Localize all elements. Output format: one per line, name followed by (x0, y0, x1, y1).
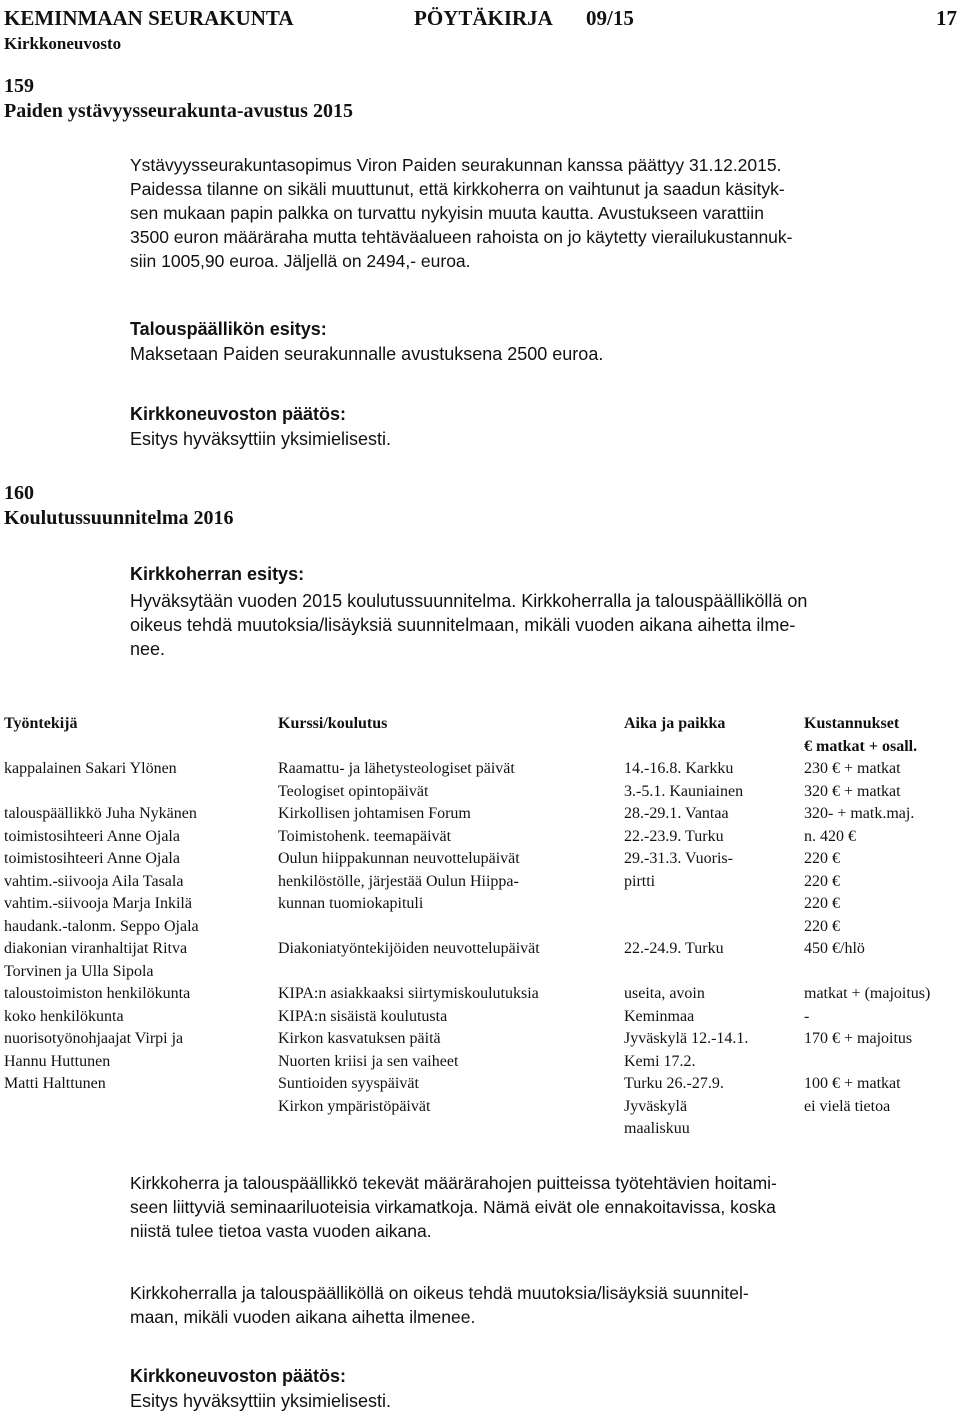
course-cell: henkilöstölle, järjestää Oulun Hiippa- (278, 872, 519, 890)
course-cell: Teologiset opintopäivät (278, 782, 429, 800)
table-row (4, 1008, 960, 1031)
table-row (4, 783, 960, 806)
proposal-label: Talouspäällikön esitys: (130, 319, 327, 339)
paragraph-line: Kirkkoherra ja talouspäällikkö tekevät määrärahojen puitteissa työtehtävien hoitami- (130, 1173, 777, 1193)
employee-cell: toimistosihteeri Anne Ojala (4, 827, 180, 845)
table-row (4, 963, 960, 986)
table-row (4, 850, 960, 873)
time-place-cell: 29.-31.3. Vuoris- (624, 850, 733, 867)
cost-cell: 450 €/hlö (804, 940, 865, 957)
paragraph-line: maan, mikäli vuoden aikana aihetta ilmenee. (130, 1307, 476, 1327)
cost-cell: 220 € (804, 850, 840, 867)
table-header-row (4, 738, 960, 761)
cost-cell: 320- + matk.maj. (804, 805, 915, 822)
paragraph-line: niistä tulee tietoa vasta vuoden aikana. (130, 1221, 432, 1241)
section-159-number: 159 (4, 75, 34, 97)
time-place-cell: 22.-24.9. Turku (624, 940, 724, 957)
paragraph-line: Kirkkoherralla ja talouspäälliköllä on oikeus tehdä muutoksia/lisäyksiä suunnitel- (130, 1283, 749, 1303)
course-cell: KIPA:n sisäistä koulutusta (278, 1007, 448, 1025)
employee-cell: koko henkilökunta (4, 1007, 124, 1025)
cost-cell: ei vielä tietoa (804, 1097, 891, 1115)
table-row (4, 760, 960, 783)
cost-cell: 220 € (804, 872, 840, 890)
document-type: PÖYTÄKIRJA (414, 6, 553, 30)
section-160-title: Koulutussuunnitelma 2016 (4, 507, 234, 529)
table-row (4, 1030, 960, 1053)
table-row (4, 1120, 960, 1143)
table-row (4, 940, 960, 963)
table-row (4, 873, 960, 896)
cost-cell: 220 € (804, 917, 840, 935)
course-cell: Raamattu- ja lähetysteologiset päivät (278, 760, 515, 777)
body-name: Kirkkoneuvosto (4, 34, 122, 53)
course-cell: kunnan tuomiokapituli (278, 895, 424, 912)
time-place-cell: 22.-23.9. Turku (624, 827, 724, 845)
table-row (4, 918, 960, 941)
table-row (4, 1098, 960, 1121)
cost-cell: - (804, 1007, 810, 1025)
course-cell: Nuorten kriisi ja sen vaiheet (278, 1052, 459, 1070)
paragraph-line: nee. (130, 639, 166, 659)
paragraph-line: oikeus tehdä muutoksia/lisäyksiä suunnitelmaan, mikäli vuoden aikana aihetta ilme- (130, 615, 796, 635)
employee-cell: haudank.-talonm. Seppo Ojala (4, 917, 199, 935)
table-row (4, 1053, 960, 1076)
time-place-cell: Turku 26.-27.9. (624, 1075, 724, 1092)
course-cell: Oulun hiippakunnan neuvottelupäivät (278, 850, 520, 867)
employee-cell: vahtim.-siivooja Marja Inkilä (4, 895, 192, 912)
table-row (4, 1075, 960, 1098)
time-place-cell: 14.-16.8. Karkku (624, 760, 734, 777)
employee-cell: Matti Halttunen (4, 1075, 106, 1092)
table-row (4, 985, 960, 1008)
decision-label: Kirkkoneuvoston päätös: (130, 404, 347, 424)
paragraph-line: seen liittyviä seminaariluoteisia virkamatkoja. Nämä eivät ole ennakoitavissa, koska (130, 1197, 776, 1217)
time-place-cell: Kemi 17.2. (624, 1052, 696, 1070)
note-paragraph (130, 1281, 950, 1329)
course-cell: Kirkon kasvatuksen päitä (278, 1030, 441, 1047)
employee-cell: talouspäällikkö Juha Nykänen (4, 805, 197, 822)
column-header: Työntekijä (4, 715, 78, 732)
employee-cell: Hannu Huttunen (4, 1052, 111, 1070)
time-place-cell: pirtti (624, 872, 656, 890)
time-place-cell: useita, avoin (624, 985, 705, 1002)
employee-cell: taloustoimiston henkilökunta (4, 985, 191, 1002)
course-cell: KIPA:n asiakkaaksi siirtymiskoulutuksia (278, 985, 539, 1002)
training-table (4, 715, 960, 1143)
proposal-text: Maksetaan Paiden seurakunnalle avustuksena 2500 euroa. (130, 344, 604, 364)
table-row (4, 805, 960, 828)
employee-cell: nuorisotyönohjaajat Virpi ja (4, 1030, 184, 1047)
organization-name: KEMINMAAN SEURAKUNTA (4, 6, 294, 30)
time-place-cell: 3.-5.1. Kauniainen (624, 782, 744, 800)
paragraph-line: sen mukaan papin palkka on turvattu nykyisin muuta kautta. Avustukseen varattiin (130, 203, 764, 223)
course-cell: Diakoniatyöntekijöiden neuvottelupäivät (278, 940, 540, 957)
cost-cell: 220 € (804, 895, 840, 912)
document-number: 09/15 (586, 6, 634, 30)
cost-cell: 320 € + matkat (804, 782, 901, 800)
time-place-cell: 28.-29.1. Vantaa (624, 805, 729, 822)
section-159-paragraph (130, 153, 950, 273)
table-row (4, 828, 960, 851)
proposal-label: Kirkkoherran esitys: (130, 564, 305, 584)
paragraph-line: 3500 euron määräraha mutta tehtäväalueen rahoista on jo käytetty vierailukustannuk- (130, 227, 793, 247)
course-cell: Kirkollisen johtamisen Forum (278, 805, 471, 822)
section-160-number: 160 (4, 482, 34, 504)
time-place-cell: Jyväskylä (624, 1097, 688, 1115)
table-row (4, 895, 960, 918)
course-cell: Kirkon ympäristöpäivät (278, 1097, 431, 1115)
cost-cell: 100 € + matkat (804, 1075, 901, 1092)
column-header-sub: € matkat + osall. (804, 737, 918, 755)
course-cell: Toimistohenk. teemapäivät (278, 827, 452, 845)
time-place-cell: Jyväskylä 12.-14.1. (624, 1030, 749, 1047)
paragraph-line: Ystävyysseurakuntasopimus Viron Paiden seurakunnan kanssa päättyy 31.12.2015. (130, 155, 782, 175)
note-paragraph (130, 1171, 950, 1243)
proposal-text (130, 589, 950, 661)
section-159-title: Paiden ystävyysseurakunta-avustus 2015 (4, 100, 353, 122)
column-header: Kustannukset (804, 715, 900, 732)
employee-cell: toimistosihteeri Anne Ojala (4, 850, 180, 867)
decision-text: Esitys hyväksyttiin yksimielisesti. (130, 1391, 392, 1411)
employee-cell: kappalainen Sakari Ylönen (4, 760, 177, 777)
table-body (4, 760, 960, 1143)
page-number: 17 (936, 6, 957, 30)
time-place-cell: Keminmaa (624, 1007, 695, 1025)
cost-cell: matkat + (majoitus) (804, 985, 931, 1002)
decision-text: Esitys hyväksyttiin yksimielisesti. (130, 429, 392, 449)
paragraph-line: Hyväksytään vuoden 2015 koulutussuunnitelma. Kirkkoherralla ja talouspäälliköllä on (130, 591, 808, 611)
cost-cell: 170 € + majoitus (804, 1030, 913, 1047)
column-header: Aika ja paikka (624, 715, 726, 732)
employee-cell: vahtim.-siivooja Aila Tasala (4, 872, 184, 890)
cost-cell: n. 420 € (804, 827, 856, 845)
cost-cell: 230 € + matkat (804, 760, 901, 777)
employee-cell: Torvinen ja Ulla Sipola (4, 962, 154, 980)
employee-cell: diakonian viranhaltijat Ritva (4, 940, 188, 957)
course-cell: Suntioiden syyspäivät (278, 1075, 419, 1092)
table-header-row (4, 715, 960, 738)
paragraph-line: siin 1005,90 euroa. Jäljellä on 2494,- euroa. (130, 251, 471, 271)
time-place-cell: maaliskuu (624, 1120, 690, 1137)
paragraph-line: Paidessa tilanne on sikäli muuttunut, että kirkkoherra on vaihtunut ja saadun käsityk- (130, 179, 785, 199)
decision-label: Kirkkoneuvoston päätös: (130, 1366, 347, 1386)
column-header: Kurssi/koulutus (278, 715, 388, 732)
